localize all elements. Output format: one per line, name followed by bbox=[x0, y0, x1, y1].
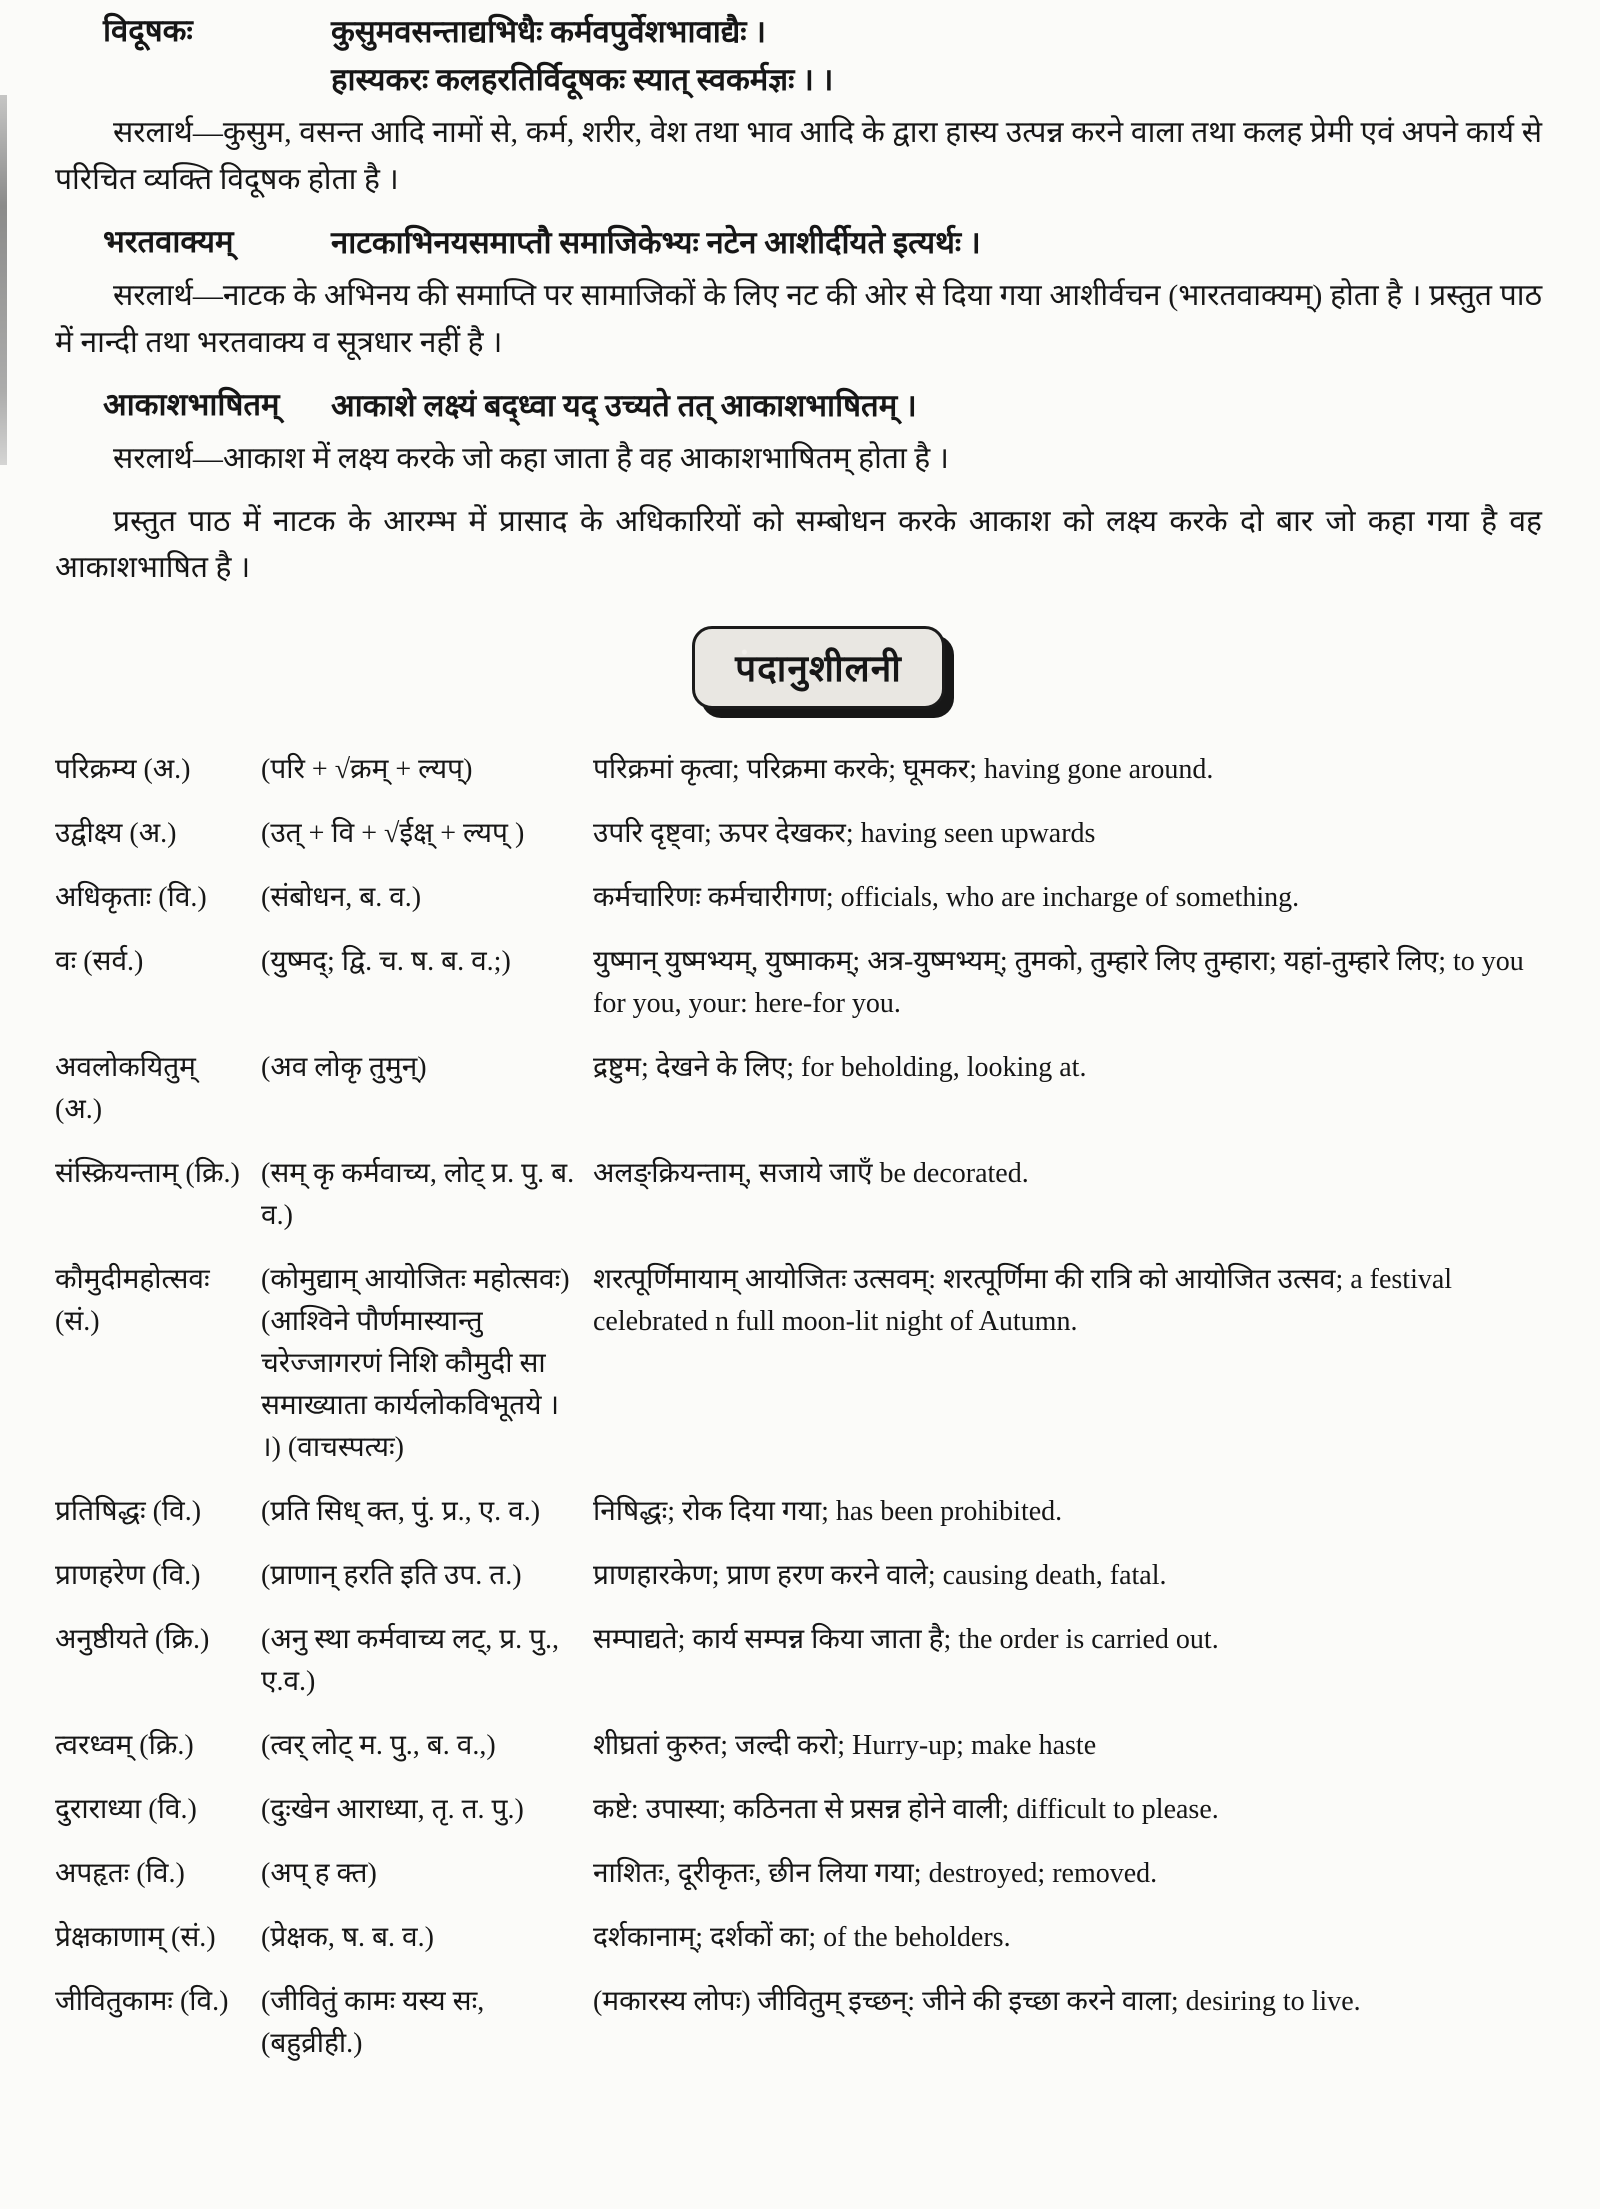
meaning-cell: उपरि दृष्ट्वा; ऊपर देखकर; having seen upwards bbox=[593, 817, 1096, 849]
definition-vidushak bbox=[55, 8, 1542, 104]
verse-bharatvakya bbox=[331, 219, 981, 267]
word-cell: परिक्रम्य (अ.) bbox=[55, 753, 191, 785]
meaning-cell: प्राणहारकेण; प्राण हरण करने वाले; causing death, fatal. bbox=[593, 1559, 1167, 1591]
derivation-cell: (दुःखेन आराध्या, तृ. त. पु.) bbox=[261, 1793, 524, 1825]
derivation-cell: (त्वर् लोट् म. पु., ब. व.,) bbox=[261, 1729, 496, 1761]
meaning-cell: शरत्पूर्णिमायाम् आयोजितः उत्सवम्: शरत्पूर्णिमा की रात्रि को आयोजित उत्सव; a festival celebrated n full moon-lit night of Autumn. bbox=[593, 1263, 1453, 1337]
word-cell: प्रतिषिद्धः (वि.) bbox=[55, 1495, 202, 1527]
scan-artifact bbox=[0, 95, 7, 465]
glossary-row bbox=[55, 1853, 1542, 1917]
derivation-cell: (युष्मद्; द्वि. च. ष. ब. व.;) bbox=[261, 945, 511, 977]
glossary-row bbox=[55, 1047, 1542, 1153]
derivation-cell: (अनु स्था कर्मवाच्य लट्, प्र. पु., ए.व.) bbox=[261, 1623, 560, 1697]
glossary-row bbox=[55, 1725, 1542, 1789]
section-heading-wrap bbox=[95, 626, 1542, 709]
meaning-cell: द्रष्टुम; देखने के लिए; for beholding, looking at. bbox=[593, 1051, 1087, 1083]
glossary-row bbox=[55, 1981, 1542, 2087]
meaning-cell: सम्पाद्यते; कार्य सम्पन्न किया जाता है; the order is carried out. bbox=[593, 1623, 1219, 1655]
verse-line: कुसुमवसन्ताद्यभिधैः कर्मवपुर्वेशभावाद्यैः । bbox=[331, 14, 767, 49]
word-cell: त्वरध्वम् (क्रि.) bbox=[55, 1729, 194, 1761]
glossary-row bbox=[55, 813, 1542, 877]
section-heading-box bbox=[692, 626, 945, 709]
derivation-cell: (कोमुद्याम् आयोजितः महोत्सवः) (आश्विने पौर्णमास्यान्तु चरेज्जागरणं निशि कौमुदी सा समाख्याता कार्यलोकविभूतये । ।) (वाचस्पत्यः) bbox=[261, 1263, 570, 1463]
glossary-table bbox=[55, 749, 1542, 2087]
note-akashbhashit: प्रस्तुत पाठ में नाटक के आरम्भ में प्रासाद के अधिकारियों को सम्बोधन करके आकाश को लक्ष्य करके दो बार जो कहा गया है वह आकाशभाषित है । bbox=[55, 504, 1542, 585]
derivation-cell: (अप् ह क्त) bbox=[261, 1857, 377, 1889]
meaning-akashbhashit: सरलार्थ—आकाश में लक्ष्य करके जो कहा जाता है वह आकाशभाषितम् होता है । bbox=[113, 442, 950, 476]
derivation-cell: (प्रेक्षक, ष. ब. व.) bbox=[261, 1921, 434, 1953]
verse-line: हास्यकरः कलहरतिर्विदूषकः स्यात् स्वकर्मज्ञः । । bbox=[331, 62, 834, 98]
derivation-cell: (प्राणान् हरति इति उप. त.) bbox=[261, 1559, 522, 1591]
word-cell: प्रेक्षकाणाम् (सं.) bbox=[55, 1921, 216, 1953]
derivation-cell: (अव लोकृ तुमुन्) bbox=[261, 1051, 427, 1083]
meaning-cell: कर्मचारिणः कर्मचारीगण; officials, who are incharge of something. bbox=[593, 881, 1300, 913]
derivation-cell: (संबोधन, ब. व.) bbox=[261, 881, 422, 913]
glossary-row bbox=[55, 1619, 1542, 1725]
derivation-cell: (प्रति सिध् क्त, पुं. प्र., ए. व.) bbox=[261, 1495, 541, 1527]
derivation-cell: (सम् कृ कर्मवाच्य, लोट् प्र. पु. ब. व.) bbox=[261, 1157, 575, 1231]
word-cell: प्राणहरेण (वि.) bbox=[55, 1559, 201, 1591]
term-akashbhashit: आकाशभाषितम् bbox=[103, 387, 280, 423]
word-cell: अनुष्ठीयते (क्रि.) bbox=[55, 1623, 210, 1655]
verse-akashbhashit bbox=[331, 382, 917, 430]
glossary-row bbox=[55, 1153, 1542, 1259]
term-bharatvakya: भरतवाक्यम् bbox=[103, 224, 234, 260]
meaning-vidushak: सरलार्थ—कुसुम, वसन्त आदि नामों से, कर्म, शरीर, वेश तथा भाव आदि के द्वारा हास्य उत्पन्न करने वाला तथा कलह प्रेमी एवं अपने कार्य से परिचित व्यक्ति विदूषक होता है । bbox=[55, 116, 1542, 196]
meaning-cell: युष्मान् युष्मभ्यम्, युष्माकम्; अत्र-युष्मभ्यम्; तुमको, तुम्हारे लिए तुम्हारा; यहां-तुम्हारे लिए; to you for you, your: here-for you. bbox=[593, 945, 1524, 1019]
meaning-cell: निषिद्धः; रोक दिया गया; has been prohibited. bbox=[593, 1495, 1063, 1527]
page-title: पदानुशीलनी bbox=[735, 648, 902, 690]
derivation-cell: (जीवितुं कामः यस्य सः, (बहुव्रीही.) bbox=[261, 1985, 485, 2059]
word-cell: अवलोकयितुम् (अ.) bbox=[55, 1051, 196, 1125]
word-cell: संस्क्रियन्ताम् (क्रि.) bbox=[55, 1157, 240, 1189]
word-cell: अधिकृताः (वि.) bbox=[55, 881, 207, 913]
verse-line: नाटकाभिनयसमाप्तौ समाजिकेभ्यः नटेन आशीर्दीयते इत्यर्थः । bbox=[331, 225, 981, 261]
derivation-cell: (उत् + वि + √ईक्ष् + ल्यप् ) bbox=[261, 817, 525, 849]
derivation-cell: (परि + √क्रम् + ल्यप्) bbox=[261, 753, 473, 785]
word-cell: दुराराध्या (वि.) bbox=[55, 1793, 197, 1825]
glossary-row bbox=[55, 1917, 1542, 1981]
glossary-row bbox=[55, 1491, 1542, 1555]
glossary-row bbox=[55, 1259, 1542, 1491]
word-cell: वः (सर्व.) bbox=[55, 945, 144, 977]
meaning-bharatvakya: सरलार्थ—नाटक के अभिनय की समाप्ति पर सामाजिकों के लिए नट की ओर से दिया गया आशीर्वचन (भारतवाक्यम्) होता है । प्रस्तुत पाठ में नान्दी तथा भरतवाक्य व सूत्रधार नहीं है । bbox=[55, 279, 1542, 359]
meaning-cell: नाशितः, दूरीकृतः, छीन लिया गया; destroyed; removed. bbox=[593, 1857, 1158, 1889]
meaning-cell: (मकारस्य लोपः) जीवितुम् इच्छन्: जीने की इच्छा करने वाला; desiring to live. bbox=[593, 1985, 1361, 2017]
meaning-cell: कष्टे: उपास्या; कठिनता से प्रसन्न होने वाली; difficult to please. bbox=[593, 1793, 1219, 1825]
glossary-row bbox=[55, 749, 1542, 813]
word-cell: अपहृतः (वि.) bbox=[55, 1857, 185, 1889]
glossary-row bbox=[55, 877, 1542, 941]
word-cell: उद्वीक्ष्य (अ.) bbox=[55, 817, 177, 849]
definition-bharatvakya bbox=[55, 219, 1542, 267]
meaning-cell: अलङ्क्रियन्ताम्, सजाये जाएँ be decorated. bbox=[593, 1157, 1029, 1189]
word-cell: कौमुदीमहोत्सवः (सं.) bbox=[55, 1263, 210, 1337]
verse-line: आकाशे लक्ष्यं बद्ध्वा यद् उच्यते तत् आकाशभाषितम् । bbox=[331, 388, 917, 424]
verse-vidushak bbox=[331, 8, 833, 104]
glossary-row bbox=[55, 1555, 1542, 1619]
meaning-cell: परिक्रमां कृत्वा; परिक्रमा करके; घूमकर; having gone around. bbox=[593, 753, 1214, 785]
definition-akashbhashit bbox=[55, 382, 1542, 430]
term-vidushak: विदूषकः bbox=[103, 13, 193, 48]
word-cell: जीवितुकामः (वि.) bbox=[55, 1985, 229, 2017]
meaning-cell: शीघ्रतां कुरुत; जल्दी करो; Hurry-up; make haste bbox=[593, 1729, 1097, 1761]
glossary-row bbox=[55, 941, 1542, 1047]
glossary-row bbox=[55, 1789, 1542, 1853]
meaning-cell: दर्शकानाम्; दर्शकों का; of the beholders. bbox=[593, 1921, 1011, 1953]
